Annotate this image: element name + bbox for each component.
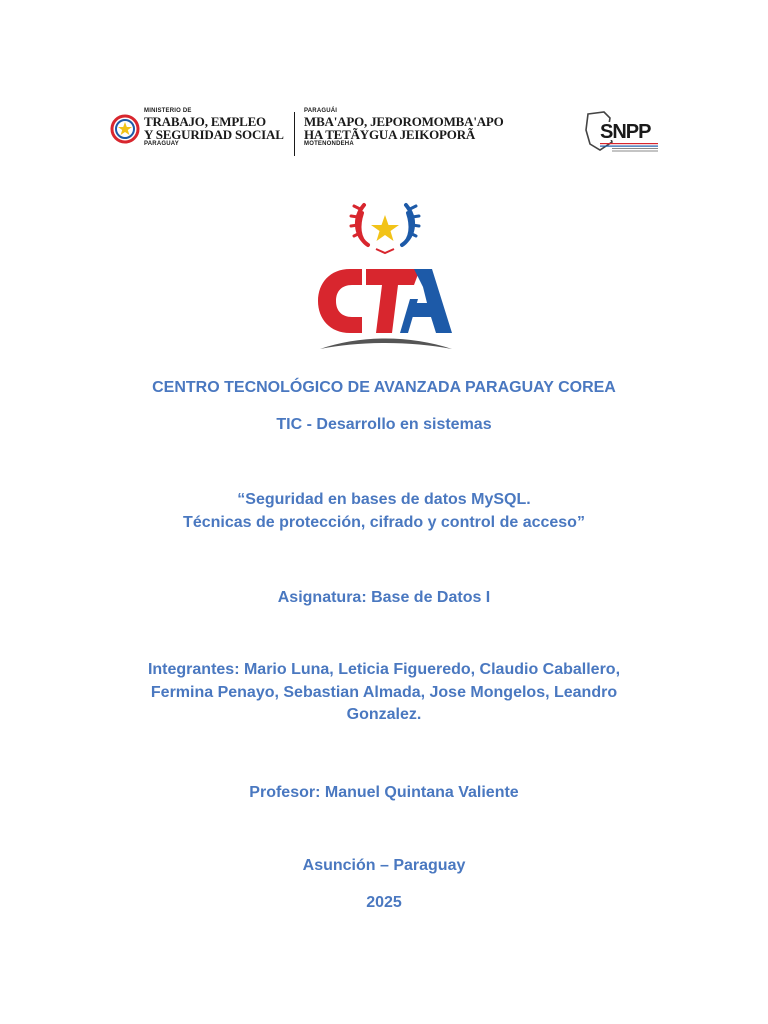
location-text: Asunción – Paraguay [302,857,466,874]
members-line3: Gonzalez. [346,706,422,723]
professor-text: Profesor: Manuel Quintana Valiente [249,784,519,801]
ministry-line1: TRABAJO, EMPLEO [144,114,266,129]
program-name [0,414,768,437]
year-text: 2025 [366,894,402,911]
paraguay-emblem-icon [110,114,140,144]
guarani-small-bottom: MOTENONDEHA [304,141,354,147]
ministry-name-guarani [304,108,524,148]
guarani-line1: MBA'APO, JEPOROMOMBA'APO [304,114,504,129]
institution-text: CENTRO TECNOLÓGICO DE AVANZADA PARAGUAY COREA [152,379,616,396]
guarani-line2: HA TETÃYGUA JEIKOPORÃ [304,127,476,142]
snpp-text: SNPP [600,121,651,143]
ministry-logo [110,108,510,158]
program-text: TIC - Desarrollo en sistemas [276,416,492,433]
ministry-small-top: MINISTERIO DE [144,108,192,114]
members-line2: Fermina Penayo, Sebastian Almada, Jose Mongelos, Leandro [150,683,618,701]
ministry-small-bottom: PARAGUAY [144,141,179,147]
title-line1: “Seguridad en bases de datos MySQL. [237,491,531,508]
subject [0,587,768,610]
logo-divider [294,112,295,156]
ministry-name [144,108,294,148]
cta-logo [310,195,460,355]
professor [0,782,768,805]
members-line1: Integrantes: Mario Luna, Leticia Figueredo, Claudio Caballero, [147,661,621,678]
year [0,892,768,915]
snpp-logo [582,108,664,154]
document-title [0,489,768,534]
header-logos [0,100,768,160]
guarani-small-top: PARAGUÁI [304,108,338,114]
location [0,855,768,878]
institution-name [0,377,768,400]
subject-text: Asignatura: Base de Datos I [277,589,491,606]
title-line2: Técnicas de protección, cifrado y control de acceso” [183,513,585,531]
members [0,659,768,727]
ministry-line2: Y SEGURIDAD SOCIAL [144,127,284,142]
